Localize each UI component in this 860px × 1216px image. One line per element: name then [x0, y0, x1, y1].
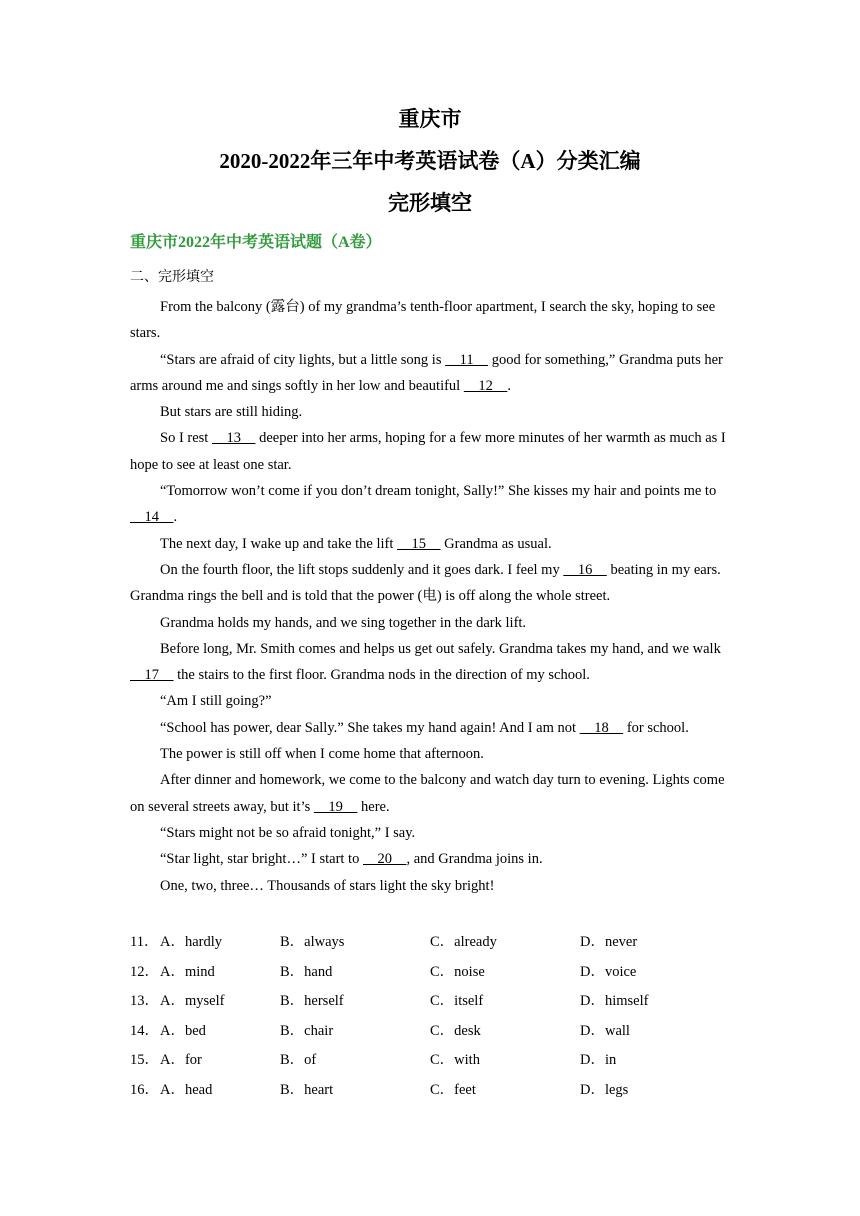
passage-text: the stairs to the first floor. Grandma nods in the direction of my school.: [173, 667, 590, 684]
passage-paragraph: [130, 741, 728, 767]
option-b: B．heart: [280, 1081, 334, 1098]
passage-paragraph: [130, 425, 728, 478]
passage-text: After dinner and homework, we come to the balcony and watch day turn to evening. Lights come on several streets away, but it’s: [130, 772, 725, 815]
options-list: [130, 928, 730, 1106]
question-row: [130, 1017, 730, 1047]
question-row: [130, 987, 730, 1017]
question-row: [130, 958, 730, 988]
title-topic: 完形填空: [388, 191, 472, 215]
passage-paragraph: [130, 846, 728, 872]
passage-paragraph: [130, 478, 728, 531]
passage-text: On the fourth floor, the lift stops suddenly and it goes dark. I feel my: [160, 561, 564, 578]
blank-14: 14: [130, 509, 174, 526]
passage-text: From the balcony (露台) of my grandma’s tenth-floor apartment, I search the sky, hoping to see stars.: [130, 299, 716, 342]
passage-text: The power is still off when I come home that afternoon.: [160, 746, 484, 763]
passage-text: Before long, Mr. Smith comes and helps us get out safely. Grandma takes my hand, and we walk: [160, 640, 721, 657]
passage-text: “School has power, dear Sally.” She takes my hand again! And I am not: [160, 719, 580, 736]
option-c: C．itself: [430, 993, 484, 1010]
passage-text: good for something,” Grandma puts her arms around me and sings softly in her low and beautiful: [130, 351, 723, 394]
passage-text: , and Grandma joins in.: [406, 851, 543, 868]
passage-paragraph: [130, 820, 728, 846]
passage-paragraph: [130, 767, 728, 820]
blank-15: 15: [397, 535, 441, 552]
passage-text: “Stars might not be so afraid tonight,” I say.: [160, 824, 416, 841]
option-c: C．noise: [430, 963, 485, 980]
passage-paragraph: [130, 347, 728, 400]
question-row: [130, 1076, 730, 1106]
option-c: C．already: [430, 934, 497, 950]
question-number: 15．: [130, 1052, 159, 1069]
question-row: [130, 1046, 730, 1076]
passage-paragraph: [130, 688, 728, 714]
blank-17: 17: [130, 667, 174, 684]
passage-paragraph: [130, 610, 728, 636]
option-c: C．desk: [430, 1022, 481, 1039]
question-number: 14．: [130, 1022, 159, 1039]
title-city: 重庆市: [398, 107, 462, 131]
option-a: A．myself: [160, 993, 225, 1010]
passage-paragraph: [130, 636, 728, 689]
passage-text: The next day, I wake up and take the lift: [160, 535, 398, 552]
option-c: C．feet: [430, 1081, 476, 1098]
blank-18: 18: [579, 719, 624, 736]
title-collection: 2020-2022年三年中考英语试卷（A）分类汇编: [219, 149, 641, 173]
question-row: [130, 928, 730, 958]
question-number: 12．: [130, 963, 159, 980]
passage-text: So I rest: [160, 430, 212, 447]
passage-paragraph: [130, 873, 728, 899]
passage-text: for school.: [623, 719, 689, 736]
question-number: 11．: [130, 934, 159, 950]
passage-text: “Am I still going?”: [160, 693, 272, 710]
blank-19: 19: [313, 798, 358, 815]
option-a: A．for: [160, 1052, 202, 1069]
option-a: A．bed: [160, 1022, 206, 1039]
blank-11: 11: [445, 351, 489, 368]
passage-text: .: [173, 509, 178, 526]
option-d: D．never: [580, 934, 638, 950]
blank-20: 20: [362, 851, 407, 868]
section-title: 重庆市2022年中考英语试题（A卷）: [130, 234, 382, 251]
passage-text: deeper into her arms, hoping for a few more minutes of her warmth as much as I hope to see at least one star.: [130, 430, 726, 473]
passage-text: beating in my ears. Grandma rings the bell and is told that the power (电) is off along the whole street.: [130, 561, 721, 605]
passage-paragraph: [130, 531, 728, 557]
question-number: 16．: [130, 1081, 159, 1098]
passage-paragraph: [130, 294, 728, 347]
passage-text: “Tomorrow won’t come if you don’t dream tonight, Sally!” She kisses my hair and points me to: [160, 483, 717, 500]
option-b: B．chair: [280, 1022, 334, 1039]
passage-text: “Star light, star bright…” I start to: [160, 851, 363, 868]
option-b: B．herself: [280, 993, 344, 1010]
passage-paragraph: [130, 557, 728, 610]
option-d: D．legs: [580, 1081, 629, 1098]
blank-16: 16: [563, 561, 607, 578]
passage-paragraph: [130, 399, 728, 425]
passage-text: But stars are still hiding.: [160, 404, 303, 421]
question-number: 13．: [130, 993, 159, 1010]
option-d: D．voice: [580, 963, 637, 980]
option-a: A．head: [160, 1081, 213, 1098]
option-a: A．mind: [160, 963, 215, 980]
option-d: D．himself: [580, 993, 649, 1010]
passage-paragraph: [130, 715, 728, 741]
option-d: D．in: [580, 1052, 617, 1069]
option-c: C．with: [430, 1052, 480, 1069]
cloze-passage: [130, 294, 728, 899]
passage-text: Grandma as usual.: [440, 535, 552, 552]
passage-text: Grandma holds my hands, and we sing together in the dark lift.: [160, 614, 527, 631]
option-b: B．of: [280, 1052, 317, 1069]
option-d: D．wall: [580, 1022, 630, 1039]
passage-text: here.: [357, 798, 390, 815]
option-b: B．always: [280, 934, 345, 950]
blank-13: 13: [211, 430, 256, 447]
part-label: 二、完形填空: [130, 269, 214, 285]
blank-12: 12: [463, 377, 508, 394]
passage-text: One, two, three… Thousands of stars light the sky bright!: [160, 877, 495, 894]
option-b: B．hand: [280, 963, 333, 980]
option-a: A．hardly: [160, 934, 223, 950]
passage-text: .: [507, 377, 511, 394]
passage-text: “Stars are afraid of city lights, but a little song is: [160, 351, 446, 368]
